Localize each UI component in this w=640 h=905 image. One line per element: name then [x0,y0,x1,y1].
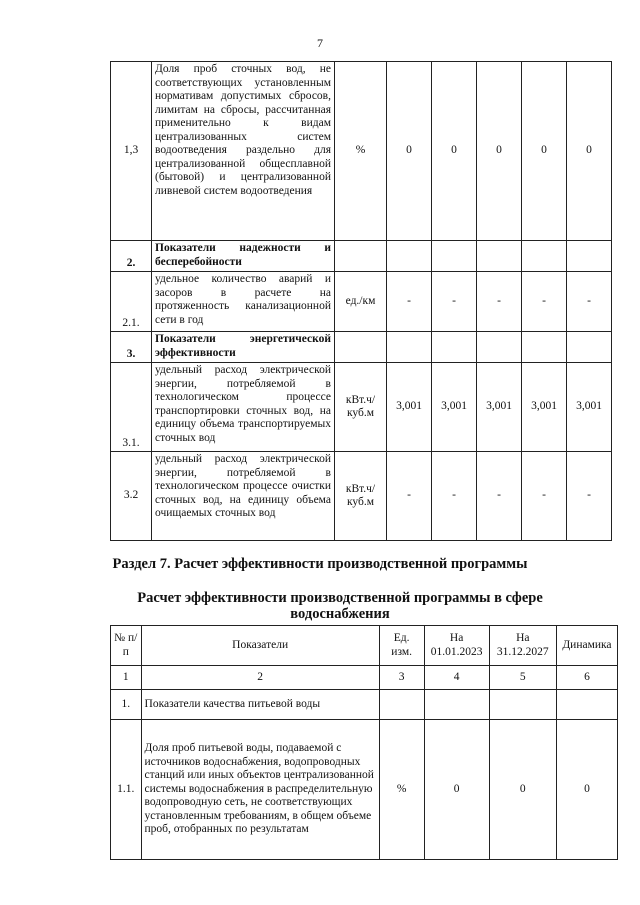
table-row [111,62,612,241]
table-header-row [111,626,618,666]
table-row [111,332,612,363]
subsection-title: Расчет эффективности производственной программы в сфере водоснабжения [137,590,543,622]
row-unit: % [379,720,424,860]
header-number: № п/п [111,626,142,666]
row-value: 0 [522,62,567,241]
row-value: 3,001 [432,363,477,452]
row-value: - [567,272,612,332]
row-number: 2. [111,241,152,272]
water-supply-efficiency-table [110,625,618,860]
row-value: 0 [489,720,556,860]
table-row [111,690,618,720]
table-row [111,363,612,452]
row-value: 0 [432,62,477,241]
row-value: - [522,272,567,332]
row-value: 0 [556,720,617,860]
row-value: 3,001 [477,363,522,452]
row-number: 3.1. [111,363,152,452]
column-number-row [111,666,618,690]
row-value [556,690,617,720]
row-number: 1,3 [111,62,152,241]
row-description: Доля проб питьевой воды, подаваемой с источников водоснабжения, водопроводных станций или иных объектов централизованной системы водоснабжения в распределительную водопроводную сеть, не соответствующих установленным требованиям, в общем объеме проб, отобранных по результатам [141,720,379,860]
row-description: удельное количество аварий и засоров в расчете на протяженность канализационной сети в год [152,272,335,332]
row-unit: кВт.ч/ куб.м [335,363,387,452]
row-value: 3,001 [567,363,612,452]
table-row [111,452,612,541]
header-dynamics: Динамика [556,626,617,666]
header-start-date: На 01.01.2023 [424,626,489,666]
row-number: 1. [111,690,142,720]
table-row [111,241,612,272]
section-title: Раздел 7. Расчет эффективности производственной программы [112,556,528,572]
row-value: - [477,272,522,332]
row-value: 3,001 [522,363,567,452]
table-row [111,720,618,860]
row-number: 2.1. [111,272,152,332]
column-number: 6 [556,666,617,690]
row-value: - [567,452,612,541]
column-number: 1 [111,666,142,690]
row-value: - [387,272,432,332]
column-number: 3 [379,666,424,690]
row-value: 0 [477,62,522,241]
row-value: - [477,452,522,541]
sewage-indicators-table [110,61,612,541]
row-description: Показатели качества питьевой воды [141,690,379,720]
row-unit: кВт.ч/ куб.м [335,452,387,541]
header-unit: Ед. изм. [379,626,424,666]
row-value [489,690,556,720]
row-value: 0 [387,62,432,241]
row-value: - [387,452,432,541]
row-value [424,690,489,720]
column-number: 2 [141,666,379,690]
row-unit: ед./км [335,272,387,332]
row-value: - [432,452,477,541]
table-row [111,272,612,332]
header-indicators: Показатели [141,626,379,666]
column-number: 4 [424,666,489,690]
row-value: 3,001 [387,363,432,452]
row-number: 3. [111,332,152,363]
row-unit [335,332,387,363]
row-unit [379,690,424,720]
section-heading: Показатели надежности и бесперебойности [152,241,335,272]
row-description: удельный расход электрической энергии, потребляемой в технологическом процессе транспортировки сточных вод, на единицу объема транспортируемых сточных вод [152,363,335,452]
column-number: 5 [489,666,556,690]
row-unit [335,241,387,272]
page-number: 7 [317,36,323,50]
row-description: удельный расход электрической энергии, потребляемой в технологическом процессе очистки сточных вод, на единицу объема очищаемых сточных вод [152,452,335,541]
row-value: - [432,272,477,332]
row-value: 0 [567,62,612,241]
row-value: - [522,452,567,541]
row-unit: % [335,62,387,241]
section-heading: Показатели энергетической эффективности [152,332,335,363]
row-value: 0 [424,720,489,860]
row-description: Доля проб сточных вод, не соответствующих установленным нормативам допустимых сбросов, лимитам на сбросы, рассчитанная применительно к видам централизованных систем водоотведения раздельно для централизованной общесплавной (бытовой) и централизованной ливневой систем водоотведения [152,62,335,241]
header-end-date: На 31.12.2027 [489,626,556,666]
row-number: 1.1. [111,720,142,860]
row-number: 3.2 [111,452,152,541]
